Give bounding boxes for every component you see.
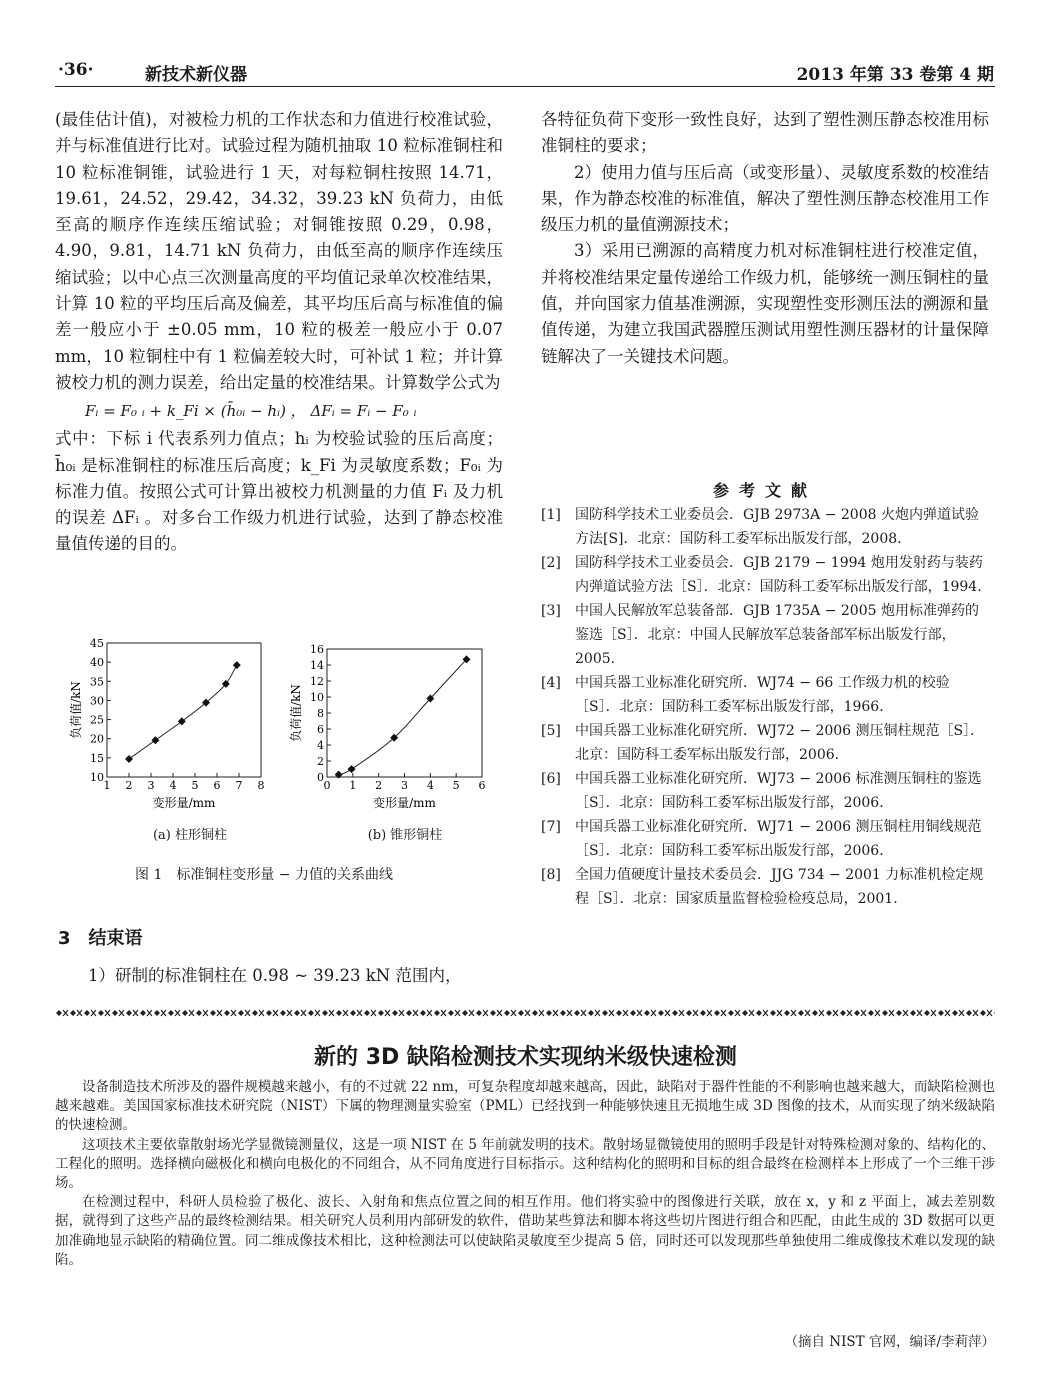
x-tick-label: 2 [375,779,383,792]
reference-text: 中国兵器工业标准化研究所．WJ71 − 2006 测压铜柱用铜线规范［S］．北京：国防科工委军标出版发行部，2006. [575,819,982,859]
section-3-title: 3 结束语 [58,928,143,949]
y-tick-label: 20 [90,732,104,746]
y-tick-label: 6 [317,723,324,736]
reference-text: 中国兵器工业标准化研究所．WJ72 − 2006 测压铜柱规范［S］．北京：国防科工委军标出版发行部，2006. [575,723,985,763]
reference-number: [3] [541,603,561,619]
section-3-paragraph: 1）研制的标准铜柱在 0.98 ~ 39.23 kN 范围内， [88,966,462,985]
formula: Fᵢ = F₀ ᵢ + k_Fi × (h̄₀ᵢ − hᵢ) ， ΔFᵢ = Fᵢ − F₀ ᵢ [85,402,417,421]
reference-number: [4] [541,675,561,691]
news-paragraph-2: 这项技术主要依靠散射场光学显微镜测量仪，这是一项 NIST 在 5 年前就发明的技术。散射场显微镜使用的照明手段是针对特殊检测对象的、结构化的、工程化的照明。选择横向磁极化和横向电极化的不同组合，从不同角度进行目标指示。这种结构化的照明和目标的组合最终在检测样本上形成了一个三维干涉场。 [55,1136,995,1192]
figure-sub-a: (a) 柱形铜柱 [152,828,228,843]
references-title: 参考文献 [712,481,817,500]
series-line [129,665,237,759]
reference-item [541,551,989,599]
y-tick-label: 0 [317,771,324,784]
reference-item [541,671,989,719]
chart-b [288,643,486,810]
x-tick-label: 3 [401,779,408,792]
page-number: ·36· [58,60,94,80]
issue-info: 2013 年第 33 卷第 4 期 [796,65,994,85]
y-tick-label: 4 [317,739,324,752]
ornamental-separator [55,1008,995,1018]
y-tick-label: 2 [317,755,324,768]
reference-item [541,599,989,671]
x-tick-label: 2 [125,779,133,792]
reference-item [541,503,989,551]
y-tick-label: 30 [90,694,104,708]
reference-number: [6] [541,771,561,787]
right-column [541,107,989,370]
reference-number: [7] [541,819,561,835]
data-point [233,661,241,669]
reference-item [541,719,989,767]
x-tick-label: 1 [103,779,111,792]
reference-text: 国防科学技术工业委员会．GJB 2179 − 1994 炮用发射药与装药内弹道试验方法［S］．北京：国防科工委军标出版发行部，1994. [575,555,983,595]
reference-item [541,863,989,911]
y-tick-label: 12 [310,675,324,688]
news-credit: （摘自 NIST 官网，编译/李莉萍） [784,1334,995,1350]
reference-number: [1] [541,507,561,523]
figure-caption: 图 1 标准铜柱变形量 − 力值的关系曲线 [135,867,393,883]
x-tick-label: 6 [213,779,221,792]
news-paragraph-3: 在检测过程中，科研人员检验了极化、波长、入射角和焦点位置之间的相互作用。他们将实验中的图像进行关联，放在 x，y 和 z 平面上，减去差别数据，就得到了这些产品的最终检测结果。相关研究人员利用内部研发的软件，借助某些算法和脚本将这些切片图进行组合和匹配，由此生成的 3D 数据可以更加准确地显示缺陷的精确位置。同二维成像技术相比，这种检测法可以使缺陷灵敏度至少提高 5 倍，同时还可以发现那些单独使用二维成像技术难以发现的缺陷。 [55,1194,995,1268]
reference-text: 全国力值硬度计量技术委员会．JJG 734 − 2001 力标准机检定规程［S］．北京：国家质量监督检验检疫总局，2001. [575,867,984,907]
left-paragraph: (最佳估计值)，对被检力机的工作状态和力值进行校准试验，并与标准值进行比对。试验过程为随机抽取 10 粒标准铜柱和 10 粒标准铜锥，试验进行 1 天，对每粒铜柱按照 14.71，19.61，24.52，29.42，34.32，39.23 kN 负荷力，由低至高的顺序作连续压缩试验；对铜锥按照 0.29，0.98，4.90，9.81，14.71 kN 负荷力，由低至高的顺序作连续压缩试验；以中心点三次测量高度的平均值记录单次校准结果，计算 10 粒的平均压后高及偏差，其平均压后高与标准值的偏差一般应小于 ±0.05 mm，10 粒的极差一般应小于 0.07 mm，10 粒铜柱中有 1 粒偏差较大时，可补试 1 粒；并计算被校力机的测力误差，给出定量的校准结果。计算数学公式为 [55,110,503,392]
y-tick-label: 14 [310,659,324,672]
conclusion-1-cont: 各特征负荷下变形一致性良好，达到了塑性测压静态校准用标准铜柱的要求； [541,110,989,156]
y-tick-label: 15 [90,751,104,765]
x-axis-label: 变形量/mm [152,796,216,810]
news-paragraph-1: 设备制造技术所涉及的器件规模越来越小，有的不过就 22 nm，可复杂程度却越来越高，因此，缺陷对于器件性能的不利影响也越来越大，而缺陷检测也越来越难。美国国家标准技术研究院（NIST）下属的物理测量实验室（PML）已经找到一种能够快速且无损地生成 3D 图像的技术，从而实现了纳米级缺陷的快速检测。 [55,1079,995,1134]
reference-number: [5] [541,723,561,739]
y-axis-label: 负荷值/kN [69,681,83,739]
figure-sub-b: (b) 锥形铜柱 [367,828,443,843]
left-column [55,107,503,558]
reference-number: [2] [541,555,561,571]
x-tick-label: 4 [426,779,434,792]
data-point [178,717,186,725]
x-axis-label: 变形量/mm [373,796,436,810]
y-tick-label: 10 [90,771,104,784]
x-tick-label: 1 [349,779,357,792]
reference-item [541,815,989,863]
x-tick-label: 8 [257,779,265,792]
y-tick-label: 45 [90,637,104,650]
x-tick-label: 7 [235,779,243,792]
y-tick-label: 10 [310,691,324,704]
journal-name: 新技术新仪器 [145,65,247,85]
y-tick-label: 8 [317,707,324,720]
reference-item [541,767,989,815]
y-tick-label: 16 [310,643,324,656]
series-line [339,659,467,774]
x-tick-label: 3 [147,779,155,792]
chart-a [68,637,265,810]
reference-text: 中国兵器工业标准化研究所．WJ74 − 66 工作级力机的校验［S］．北京：国防科工委军标出版发行部，1966. [575,675,950,715]
x-tick-label: 4 [169,779,177,792]
x-tick-label: 0 [323,779,331,792]
x-tick-label: 5 [191,779,199,792]
reference-text: 中国人民解放军总装备部．GJB 1735A − 2005 炮用标准弹药的鉴选［S］．北京：中国人民解放军总装备部军标出版发行部，2005. [575,603,979,667]
y-tick-label: 25 [90,713,104,727]
figure-1 [55,635,505,850]
news-body [55,1078,995,1270]
reference-number: [8] [541,867,561,883]
formula-explanation: 式中：下标 i 代表系列力值点；hᵢ 为校验试验的压后高度；h̄₀ᵢ 是标准铜柱的标准压后高度；k_Fi 为灵敏度系数；F₀ᵢ 为标准力值。按照公式可计算出被校力机测量的力值 Fᵢ 及力机的误差 ΔFᵢ 。对多台工作级力机进行试验，达到了静态校准量值传递的目的。 [55,429,503,554]
conclusion-2: 2）使用力值与压后高（或变形量）、灵敏度系数的校准结果，作为静态校准的标准值，解决了塑性测压静态校准用工作级压力机的量值溯源技术； [541,162,989,235]
reference-text: 中国兵器工业标准化研究所．WJ73 − 2006 标准测压铜柱的鉴选［S］．北京：国防科工委军标出版发行部，2006. [575,771,982,811]
x-tick-label: 5 [452,779,460,792]
y-axis-label: 负荷值/kN [289,684,303,742]
conclusion-3: 3）采用已溯源的高精度力机对标准铜柱进行校准定值，并将校准结果定量传递给工作级力机，能够统一测压铜柱的量值，并向国家力值基准溯源，实现塑性变形测压法的溯源和量值传递，为建立我国武器膛压测试用塑性测压器材的计量保障链解决了一关键技术问题。 [541,241,989,366]
data-point [348,765,356,773]
y-tick-label: 35 [90,675,104,689]
data-point [151,736,159,744]
reference-text: 国防科学技术工业委员会．GJB 2973A − 2008 火炮内弹道试验方法[S]．北京：国防科工委军标出版发行部，2008. [575,507,979,547]
data-point [125,755,133,763]
header-rule [55,86,995,87]
y-tick-label: 40 [90,656,104,670]
references-list [541,503,989,911]
news-title: 新的 3D 缺陷检测技术实现纳米级快速检测 [314,1045,737,1070]
x-tick-label: 6 [478,779,486,792]
